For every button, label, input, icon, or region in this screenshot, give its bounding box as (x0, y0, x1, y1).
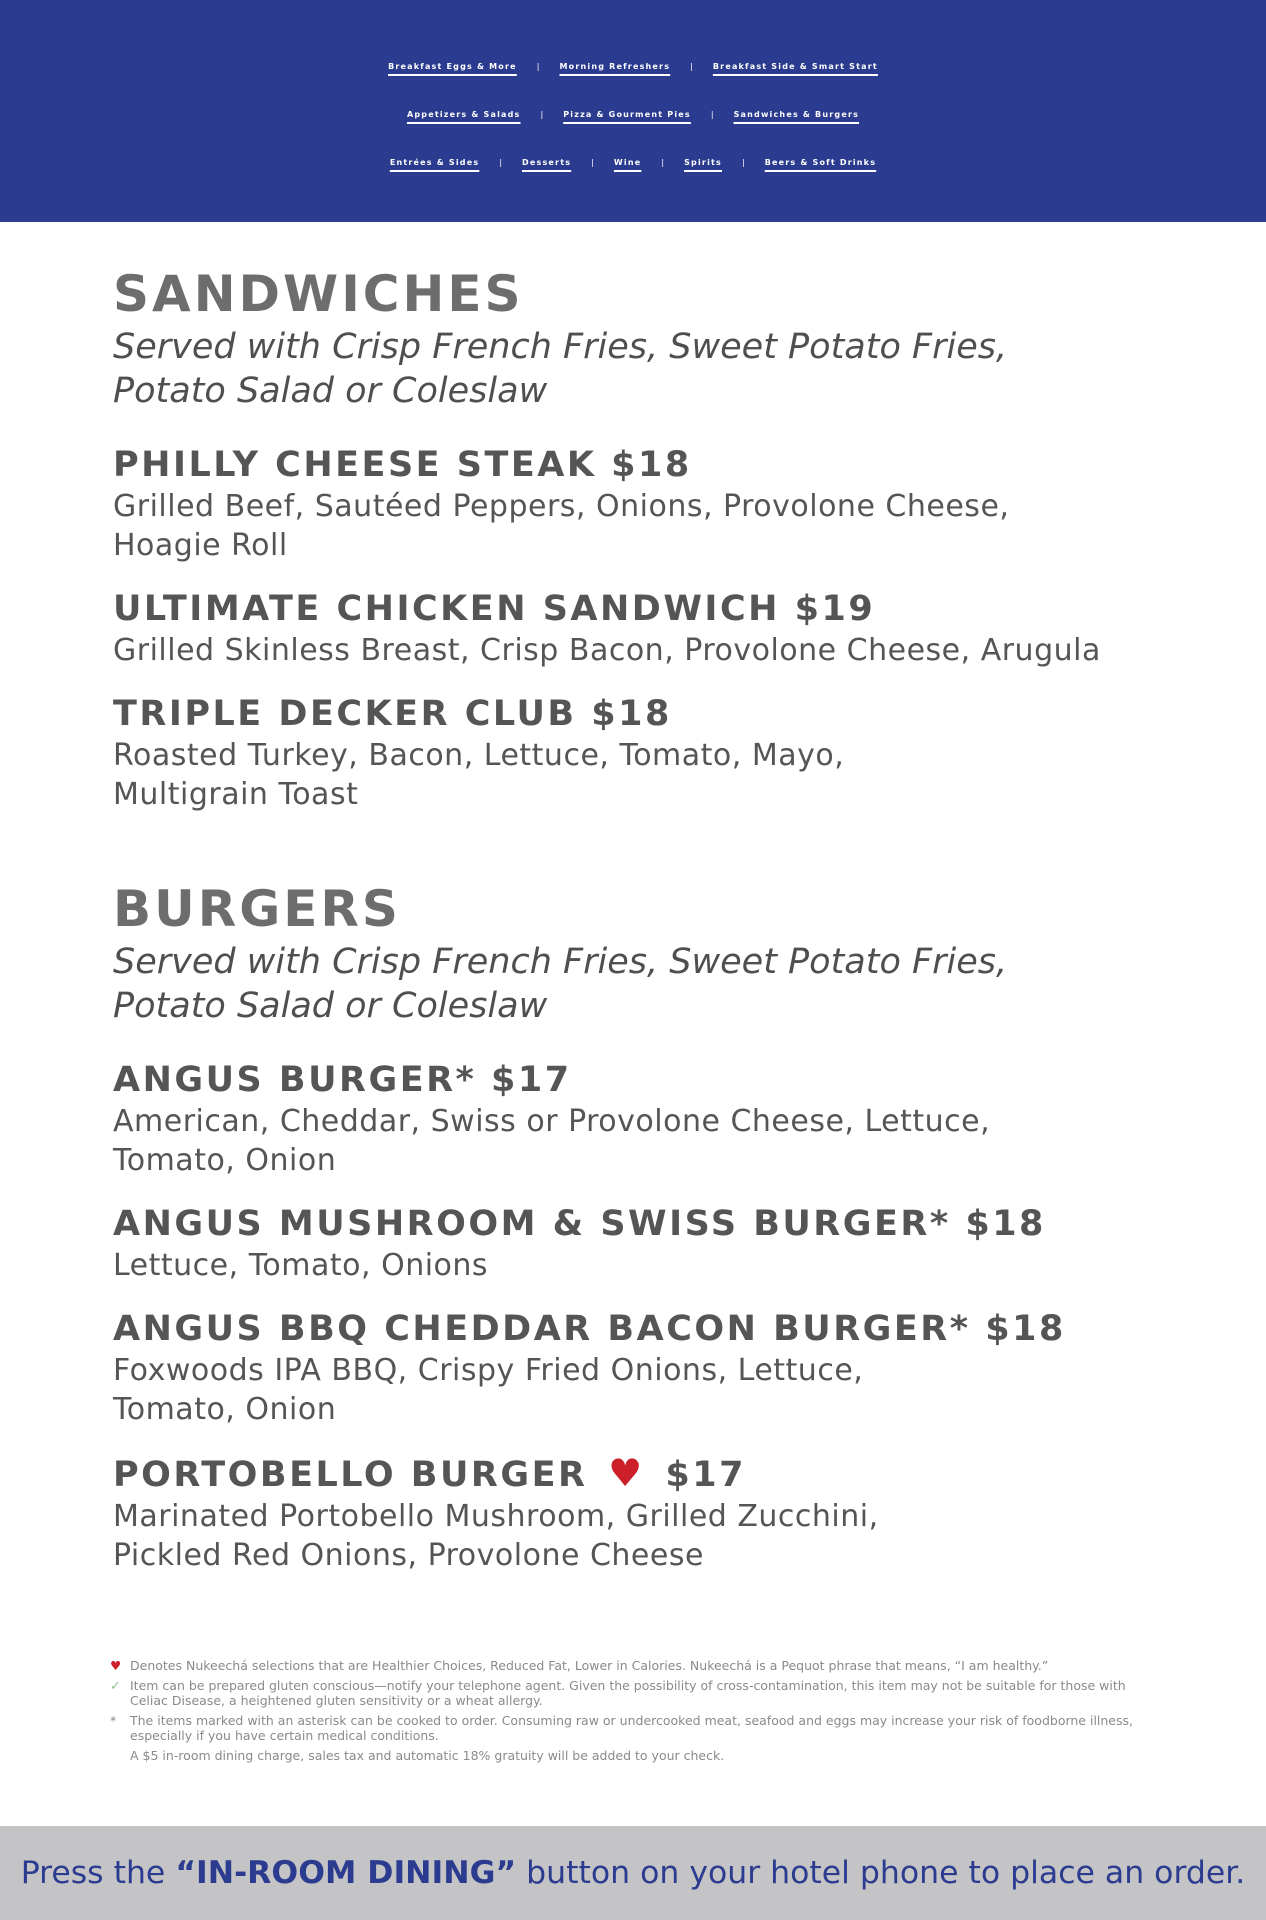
desc-line: Grilled Beef, Sautéed Peppers, Onions, Provolone Cheese, (113, 489, 1010, 524)
footnote-gluten (110, 1678, 1150, 1708)
desc-line: Grilled Skinless Breast, Crisp Bacon, Provolone Cheese, Arugula (113, 633, 1101, 668)
menu-item (113, 1202, 1173, 1285)
menu-item (113, 587, 1173, 670)
nav-link-pizza[interactable]: Pizza & Gourment Pies (563, 109, 691, 119)
section-subtitle (113, 940, 1173, 1028)
nav-link-entrees-sides[interactable]: Entrées & Sides (389, 157, 480, 167)
item-name: TRIPLE DECKER CLUB $18 (113, 694, 672, 734)
nav-row-2 (0, 90, 1266, 138)
item-description (113, 1102, 1173, 1180)
section-title: BURGERS (113, 880, 401, 938)
sandwiches-section (113, 265, 1173, 814)
desc-line: Lettuce, Tomato, Onions (113, 1248, 489, 1283)
nav-separator: | (661, 157, 665, 167)
desc-line: American, Cheddar, Swiss or Provolone Cheese, Lettuce, (113, 1104, 991, 1139)
subtitle-line: Served with Crisp French Fries, Sweet Potato Fries, (113, 942, 1008, 982)
item-price: $17 (665, 1455, 746, 1495)
footnotes (110, 1658, 1150, 1768)
nav-link-morning-refreshers[interactable]: Morning Refreshers (559, 61, 671, 71)
nav-separator: | (690, 61, 693, 71)
nav-link-sandwiches-burgers[interactable]: Sandwiches & Burgers (733, 109, 860, 119)
section-subtitle (113, 325, 1173, 413)
nav-link-breakfast-eggs[interactable]: Breakfast Eggs & More (388, 61, 517, 71)
item-name-text: PORTOBELLO BURGER (113, 1455, 588, 1495)
footnote-text: A $5 in-room dining charge, sales tax and automatic 18% gratuity will be added to your check. (130, 1748, 725, 1763)
footnote-text: Denotes Nukeechá selections that are Healthier Choices, Reduced Fat, Lower in Calories. Nukeechá is a Pequot phrase that means, “I am healthy.” (130, 1658, 1049, 1673)
item-name: ANGUS MUSHROOM & SWISS BURGER* $18 (113, 1204, 1046, 1244)
nav-separator: | (540, 109, 544, 119)
nav-link-beers-soft-drinks[interactable]: Beers & Soft Drinks (764, 157, 877, 167)
menu-content (113, 265, 1173, 1575)
item-name: ANGUS BBQ CHEDDAR BACON BURGER* $18 (113, 1309, 1066, 1349)
desc-line: Tomato, Onion (113, 1143, 337, 1178)
item-name: PHILLY CHEESE STEAK $18 (113, 445, 692, 485)
menu-item (113, 692, 1173, 814)
nav-row-1 (0, 42, 1266, 90)
item-name: ANGUS BURGER* $17 (113, 1060, 572, 1100)
item-description (113, 1351, 1173, 1429)
burgers-section (113, 880, 1173, 1575)
menu-item (113, 1307, 1173, 1429)
category-nav (0, 0, 1266, 222)
nav-separator: | (591, 157, 594, 167)
desc-line: Hoagie Roll (113, 528, 288, 563)
nav-link-appetizers-salads[interactable]: Appetizers & Salads (406, 109, 521, 119)
subtitle-line: Served with Crisp French Fries, Sweet Potato Fries, (113, 327, 1008, 367)
desc-line: Foxwoods IPA BBQ, Crispy Fried Onions, Lettuce, (113, 1353, 864, 1388)
instruction-text: Press the (20, 1855, 176, 1891)
item-description (113, 736, 1173, 814)
instruction-text: button on your hotel phone to place an order. (516, 1855, 1246, 1891)
item-name: ULTIMATE CHICKEN SANDWICH $19 (113, 589, 876, 629)
footnote-text: Item can be prepared gluten conscious—notify your telephone agent. Given the possibility of cross-contamination, this item may not be suitable for those with Celiac Disease, a heightened gluten sensitivity or a wheat allergy. (130, 1678, 1126, 1708)
desc-line: Pickled Red Onions, Provolone Cheese (113, 1538, 704, 1573)
asterisk-mark: * (110, 1713, 117, 1728)
footnote-healthy (110, 1658, 1150, 1673)
section-title: SANDWICHES (113, 265, 524, 323)
nav-link-desserts[interactable]: Desserts (522, 157, 572, 167)
subtitle-line: Potato Salad or Coleslaw (113, 986, 548, 1026)
desc-line: Marinated Portobello Mushroom, Grilled Zucchini, (113, 1499, 879, 1534)
item-description (113, 1497, 1173, 1575)
nav-row-3 (0, 138, 1266, 186)
item-description (113, 487, 1173, 565)
desc-line: Tomato, Onion (113, 1392, 337, 1427)
nav-link-wine[interactable]: Wine (613, 157, 642, 167)
nav-link-spirits[interactable]: Spirits (684, 157, 722, 167)
desc-line: Multigrain Toast (113, 777, 359, 812)
nav-separator: | (536, 61, 540, 71)
nav-separator: | (499, 157, 503, 167)
nav-separator: | (742, 157, 745, 167)
menu-item (113, 1451, 1173, 1575)
nav-link-breakfast-side[interactable]: Breakfast Side & Smart Start (712, 61, 878, 71)
footnote-charge (110, 1748, 1150, 1763)
menu-item (113, 1058, 1173, 1180)
desc-line: Roasted Turkey, Bacon, Lettuce, Tomato, Mayo, (113, 738, 845, 773)
heart-icon: ♥ (608, 1451, 645, 1495)
in-room-dining-label: “IN-ROOM DINING” (175, 1855, 517, 1891)
order-instruction (21, 1855, 1246, 1891)
nav-separator: | (710, 109, 714, 119)
item-description (113, 1246, 1173, 1285)
menu-item (113, 443, 1173, 565)
footnote-text: The items marked with an asterisk can be cooked to order. Consuming raw or undercooked meat, seafood and eggs may increase your risk of foodborne illness, especially if you have certain medical conditions. (130, 1713, 1133, 1743)
item-name (113, 1451, 1173, 1497)
leaf-icon: ✓ (110, 1678, 121, 1693)
heart-icon: ♥ (110, 1658, 122, 1673)
subtitle-line: Potato Salad or Coleslaw (113, 371, 548, 411)
order-instruction-bar (0, 1826, 1266, 1920)
footnote-asterisk (110, 1713, 1150, 1743)
item-description (113, 631, 1173, 670)
